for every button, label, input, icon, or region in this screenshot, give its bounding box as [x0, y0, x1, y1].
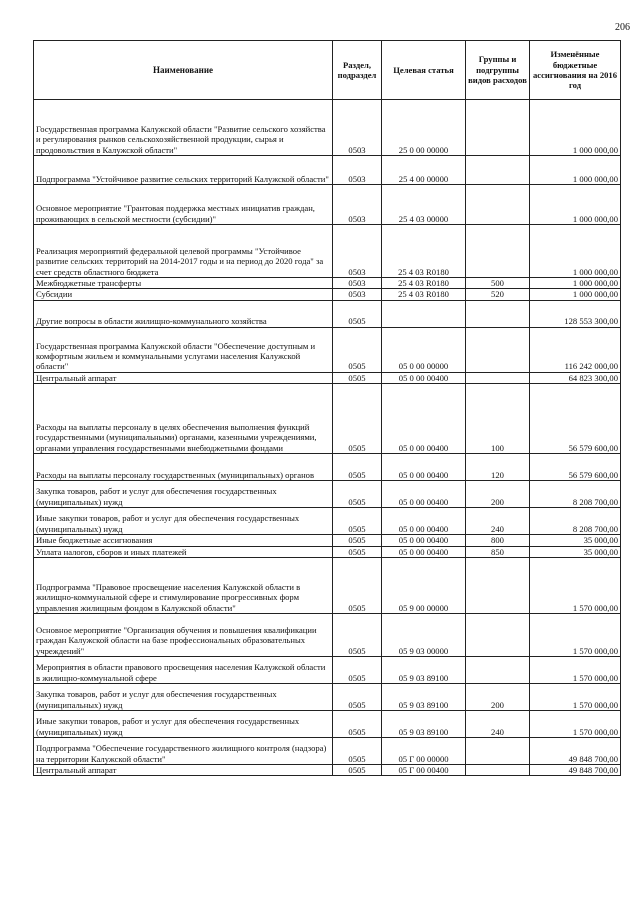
- row-amount: 116 242 000,00: [530, 327, 621, 372]
- row-amount: 56 579 600,00: [530, 384, 621, 454]
- table-row: [34, 278, 621, 289]
- row-section: 0505: [333, 300, 382, 327]
- row-group: 120: [466, 454, 530, 481]
- row-amount: 8 208 700,00: [530, 508, 621, 535]
- table-header-row: [34, 41, 621, 100]
- row-name: Уплата налогов, сборов и иных платежей: [34, 546, 333, 557]
- row-name: Подпрограмма "Обеспечение государственного жилищного контроля (надзора) на территории Калужской области": [34, 738, 333, 765]
- row-name: Межбюджетные трансферты: [34, 278, 333, 289]
- page-number: 206: [615, 22, 630, 33]
- row-section: 0503: [333, 278, 382, 289]
- table-row: [34, 765, 621, 776]
- table-body: [34, 100, 621, 776]
- row-section: 0505: [333, 558, 382, 614]
- row-article: 05 0 00 00400: [382, 508, 466, 535]
- row-name: Иные бюджетные ассигнования: [34, 535, 333, 546]
- row-group: 200: [466, 481, 530, 508]
- row-group: [466, 185, 530, 225]
- row-article: 25 4 03 00000: [382, 185, 466, 225]
- row-group: 100: [466, 384, 530, 454]
- row-name: Закупка товаров, работ и услуг для обеспечения государственных (муниципальных) нужд: [34, 481, 333, 508]
- row-section: 0503: [333, 185, 382, 225]
- table-row: [34, 454, 621, 481]
- row-article: 05 9 03 00000: [382, 614, 466, 657]
- table-row: [34, 185, 621, 225]
- table-row: [34, 614, 621, 657]
- row-name: Основное мероприятие "Грантовая поддержка местных инициатив граждан, проживающих в сельской местности (субсидии)": [34, 185, 333, 225]
- row-section: 0505: [333, 535, 382, 546]
- row-group: [466, 327, 530, 372]
- row-section: 0503: [333, 156, 382, 185]
- row-amount: 64 823 300,00: [530, 372, 621, 383]
- row-name: Центральный аппарат: [34, 765, 333, 776]
- row-name: Подпрограмма "Правовое просвещение населения Калужской области в жилищно-коммунальной сфере и стимулирование прогрессивных форм управления жилищным фондом в Калужской области": [34, 558, 333, 614]
- row-amount: 1 570 000,00: [530, 684, 621, 711]
- row-group: [466, 614, 530, 657]
- row-article: 05 0 00 00400: [382, 481, 466, 508]
- row-amount: 1 000 000,00: [530, 185, 621, 225]
- row-section: 0505: [333, 614, 382, 657]
- row-article: 25 4 03 R0180: [382, 225, 466, 278]
- table-row: [34, 535, 621, 546]
- row-article: 05 0 00 00400: [382, 372, 466, 383]
- row-amount: 1 000 000,00: [530, 225, 621, 278]
- header-amount: Изменённые бюджетные ассигнования на 2016 год: [530, 41, 621, 100]
- row-group: 240: [466, 711, 530, 738]
- budget-table: [33, 40, 621, 776]
- row-group: [466, 765, 530, 776]
- row-amount: 35 000,00: [530, 546, 621, 557]
- table-row: [34, 508, 621, 535]
- row-article: [382, 300, 466, 327]
- header-name: Наименование: [34, 41, 333, 100]
- row-amount: 1 000 000,00: [530, 156, 621, 185]
- table-row: [34, 481, 621, 508]
- row-article: 05 0 00 00400: [382, 546, 466, 557]
- row-amount: 128 553 300,00: [530, 300, 621, 327]
- table-row: [34, 156, 621, 185]
- row-section: 0505: [333, 508, 382, 535]
- row-group: 200: [466, 684, 530, 711]
- row-group: 800: [466, 535, 530, 546]
- row-article: 05 Г 00 00000: [382, 738, 466, 765]
- row-section: 0505: [333, 546, 382, 557]
- row-section: 0505: [333, 454, 382, 481]
- row-name: Государственная программа Калужской области "Развитие сельского хозяйства и регулирования рынков сельскохозяйственной продукции, сырья и продовольствия в Калужской области": [34, 100, 333, 156]
- row-section: 0505: [333, 711, 382, 738]
- row-name: Подпрограмма "Устойчивое развитие сельских территорий Калужской области": [34, 156, 333, 185]
- row-group: [466, 225, 530, 278]
- row-amount: 49 848 700,00: [530, 738, 621, 765]
- row-group: [466, 156, 530, 185]
- table-row: [34, 327, 621, 372]
- table-row: [34, 738, 621, 765]
- row-name: Расходы на выплаты персоналу в целях обеспечения выполнения функций государственными (муниципальными) органами, казенными учреждениями, органами управления государственными внебюджетными фондами: [34, 384, 333, 454]
- table-row: [34, 684, 621, 711]
- row-name: Расходы на выплаты персоналу государственных (муниципальных) органов: [34, 454, 333, 481]
- table-row: [34, 657, 621, 684]
- row-article: 05 0 00 00400: [382, 454, 466, 481]
- row-section: 0503: [333, 225, 382, 278]
- row-section: 0505: [333, 481, 382, 508]
- table-row: [34, 225, 621, 278]
- row-article: 25 0 00 00000: [382, 100, 466, 156]
- header-groups: Группы и подгруппы видов расходов: [466, 41, 530, 100]
- row-group: 240: [466, 508, 530, 535]
- table-row: [34, 546, 621, 557]
- row-amount: 1 570 000,00: [530, 614, 621, 657]
- row-article: 25 4 00 00000: [382, 156, 466, 185]
- row-group: 850: [466, 546, 530, 557]
- row-section: 0503: [333, 289, 382, 300]
- table-row: [34, 100, 621, 156]
- row-amount: 1 000 000,00: [530, 278, 621, 289]
- row-group: [466, 300, 530, 327]
- row-section: 0505: [333, 384, 382, 454]
- row-name: Реализация мероприятий федеральной целевой программы "Устойчивое развитие сельских территорий на 2014-2017 годы и на период до 2020 года" за счет средств областного бюджета: [34, 225, 333, 278]
- row-name: Иные закупки товаров, работ и услуг для обеспечения государственных (муниципальных) нужд: [34, 508, 333, 535]
- table-row: [34, 300, 621, 327]
- row-section: 0505: [333, 738, 382, 765]
- row-name: Основное мероприятие "Организация обучения и повышения квалификации граждан Калужской области на базе профессиональных образовательных учреждений": [34, 614, 333, 657]
- row-name: Иные закупки товаров, работ и услуг для обеспечения государственных (муниципальных) нужд: [34, 711, 333, 738]
- row-name: Центральный аппарат: [34, 372, 333, 383]
- row-amount: 49 848 700,00: [530, 765, 621, 776]
- row-article: 05 0 00 00400: [382, 535, 466, 546]
- row-amount: 1 000 000,00: [530, 289, 621, 300]
- row-group: [466, 738, 530, 765]
- row-amount: 1 570 000,00: [530, 657, 621, 684]
- row-amount: 8 208 700,00: [530, 481, 621, 508]
- header-article: Целевая статья: [382, 41, 466, 100]
- table-row: [34, 384, 621, 454]
- row-group: [466, 372, 530, 383]
- row-article: 05 9 00 00000: [382, 558, 466, 614]
- row-group: [466, 558, 530, 614]
- row-section: 0505: [333, 327, 382, 372]
- row-article: 05 9 03 89100: [382, 657, 466, 684]
- row-amount: 56 579 600,00: [530, 454, 621, 481]
- table-row: [34, 289, 621, 300]
- row-article: 25 4 03 R0180: [382, 289, 466, 300]
- row-article: 05 Г 00 00400: [382, 765, 466, 776]
- row-name: Субсидии: [34, 289, 333, 300]
- row-article: 05 0 00 00000: [382, 327, 466, 372]
- row-group: 500: [466, 278, 530, 289]
- row-amount: 1 570 000,00: [530, 558, 621, 614]
- header-section: Раздел, подраздел: [333, 41, 382, 100]
- table-row: [34, 372, 621, 383]
- table-row: [34, 558, 621, 614]
- row-article: 05 0 00 00400: [382, 384, 466, 454]
- row-section: 0505: [333, 372, 382, 383]
- row-group: 520: [466, 289, 530, 300]
- row-name: Закупка товаров, работ и услуг для обеспечения государственных (муниципальных) нужд: [34, 684, 333, 711]
- row-section: 0505: [333, 765, 382, 776]
- row-amount: 1 570 000,00: [530, 711, 621, 738]
- row-name: Другие вопросы в области жилищно-коммунального хозяйства: [34, 300, 333, 327]
- row-article: 05 9 03 89100: [382, 684, 466, 711]
- row-section: 0505: [333, 684, 382, 711]
- row-group: [466, 657, 530, 684]
- row-amount: 1 000 000,00: [530, 100, 621, 156]
- row-article: 25 4 03 R0180: [382, 278, 466, 289]
- row-group: [466, 100, 530, 156]
- row-name: Государственная программа Калужской области "Обеспечение доступным и комфортным жильем и коммунальными услугами населения Калужской области": [34, 327, 333, 372]
- row-section: 0505: [333, 657, 382, 684]
- row-name: Мероприятия в области правового просвещения населения Калужской области в жилищно-коммунальной сфере: [34, 657, 333, 684]
- table-row: [34, 711, 621, 738]
- row-article: 05 9 03 89100: [382, 711, 466, 738]
- row-amount: 35 000,00: [530, 535, 621, 546]
- row-section: 0503: [333, 100, 382, 156]
